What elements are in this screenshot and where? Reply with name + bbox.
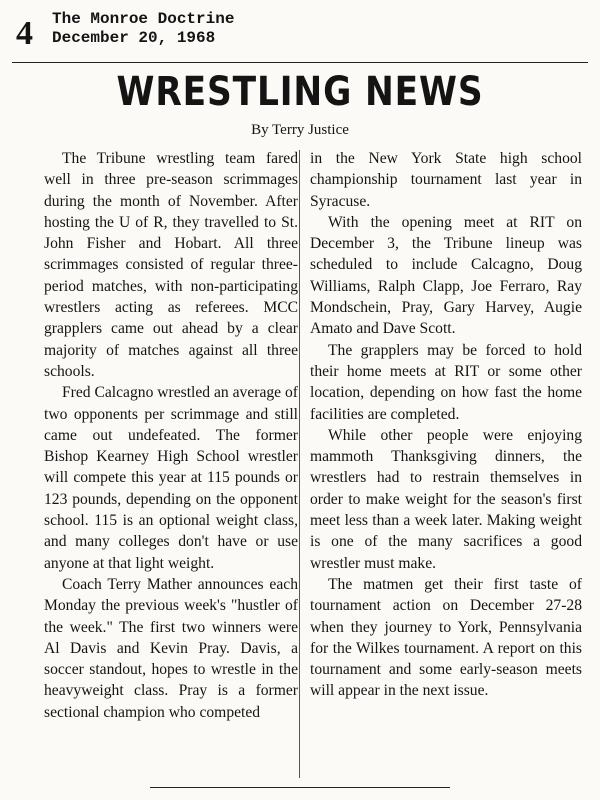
footer-divider [150, 787, 450, 788]
issue-date: December 20, 1968 [52, 29, 216, 47]
article-paragraph: While other people were enjoying mammoth Thanksgiving dinners, the wrestlers had to restrain themselves in order to make weight for the season's first meet less than a week later. Making weight is one of the many sacrifices a good wrestler must make. [310, 426, 582, 572]
page-number: 4 [16, 15, 33, 52]
article-paragraph: The matmen get their first taste of tournament action on December 27-28 when they journey to York, Pennsylvania for the Wilkes tournament. A report on this tournament and some early-season meets will appear in the next issue. [310, 575, 582, 700]
masthead [52, 10, 234, 48]
article-headline: WRESTLING NEWS [116, 69, 484, 115]
publication-name: The Monroe Doctrine [52, 10, 235, 28]
article-paragraph: The grapplers may be forced to hold their home meets at RIT or some other location, depending on how fast the home facilities are completed. [310, 341, 582, 423]
article-paragraph: The Tribune wrestling team fared well in three pre-season scrimmages during the month of November. After hosting the U of R, they travelled to St. John Fisher and Hobart. All three scrimmages consisted of regular three-period matches, with non-participating wrestlers acting as referees. MCC grapplers came out ahead by a clear majority of matches against all three schools. [44, 150, 298, 380]
article-byline: By Terry Justice [251, 122, 349, 138]
header-divider [12, 62, 588, 63]
article-column-right [310, 148, 582, 702]
article-paragraph-continued: in the New York State high school championship tournament last year in Syracuse. [310, 150, 582, 210]
article-paragraph: Fred Calcagno wrestled an average of two opponents per scrimmage and still came out undefeated. The former Bishop Kearney High School wrestler will compete this year at 115 pounds or 123 pounds, depending on the opponent school. 115 is an optional weight class, and many colleges don't have or use anyone at that light weight. [44, 384, 298, 572]
article-paragraph: With the opening meet at RIT on December 3, the Tribune lineup was scheduled to include Calcagno, Doug Williams, Ralph Clapp, Joe Ferraro, Ray Mondschein, Pray, Gary Harvey, Augie Amato and Dave Scott. [310, 213, 582, 338]
column-divider [299, 150, 300, 778]
article-paragraph: Coach Terry Mather announces each Monday the previous week's "hustler of the week." The first two winners were Al Davis and Kevin Pray. Davis, a soccer standout, hopes to wrestle in the heavyweight class. Pray is a former sectional champion who competed [44, 575, 298, 721]
article-column-left [44, 148, 298, 723]
